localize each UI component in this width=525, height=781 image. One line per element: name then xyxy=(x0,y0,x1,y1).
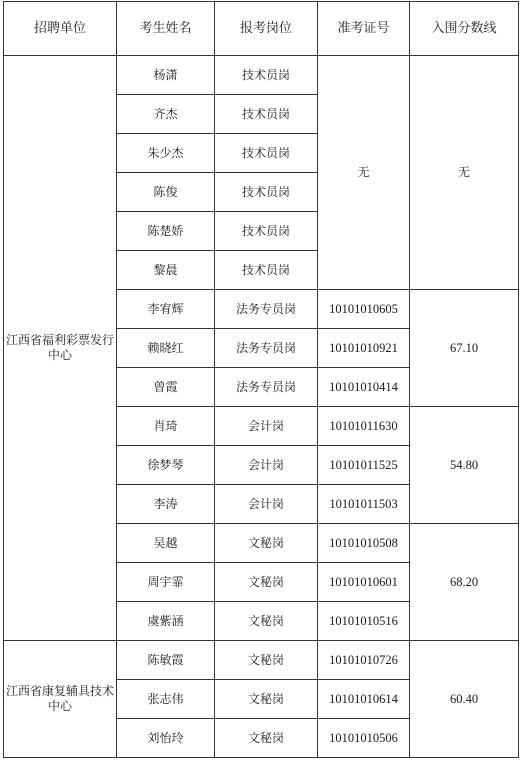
score-cell: 68.20 xyxy=(410,524,519,641)
header-score: 入围分数线 xyxy=(410,2,519,56)
ticket-cell: 10101011630 xyxy=(318,407,410,446)
unit-cell: 江西省康复辅具技术中心 xyxy=(4,641,117,758)
ticket-cell: 10101010605 xyxy=(318,290,410,329)
name-cell: 徐梦琴 xyxy=(117,446,215,485)
name-cell: 赖晓红 xyxy=(117,329,215,368)
name-cell: 刘怡玲 xyxy=(117,719,215,758)
ticket-cell: 10101010506 xyxy=(318,719,410,758)
name-cell: 朱少杰 xyxy=(117,134,215,173)
post-cell: 法务专员岗 xyxy=(215,329,318,368)
score-cell: 54.80 xyxy=(410,407,519,524)
header-row xyxy=(4,2,519,56)
post-cell: 会计岗 xyxy=(215,407,318,446)
candidate-table xyxy=(3,1,519,758)
ticket-cell: 10101010508 xyxy=(318,524,410,563)
name-cell: 陈俊 xyxy=(117,173,215,212)
header-name: 考生姓名 xyxy=(117,2,215,56)
ticket-cell: 10101010921 xyxy=(318,329,410,368)
post-cell: 法务专员岗 xyxy=(215,290,318,329)
post-cell: 法务专员岗 xyxy=(215,368,318,407)
post-cell: 技术员岗 xyxy=(215,251,318,290)
name-cell: 曾霞 xyxy=(117,368,215,407)
ticket-cell: 10101010614 xyxy=(318,680,410,719)
name-cell: 周宇霏 xyxy=(117,563,215,602)
name-cell: 黎晨 xyxy=(117,251,215,290)
name-cell: 虞紫涵 xyxy=(117,602,215,641)
header-post: 报考岗位 xyxy=(215,2,318,56)
post-cell: 文秘岗 xyxy=(215,680,318,719)
name-cell: 陈楚娇 xyxy=(117,212,215,251)
score-cell: 67.10 xyxy=(410,290,519,407)
name-cell: 杨潇 xyxy=(117,56,215,95)
post-cell: 技术员岗 xyxy=(215,212,318,251)
post-cell: 文秘岗 xyxy=(215,602,318,641)
name-cell: 李涛 xyxy=(117,485,215,524)
name-cell: 李宥辉 xyxy=(117,290,215,329)
post-cell: 文秘岗 xyxy=(215,641,318,680)
ticket-cell: 无 xyxy=(318,56,410,290)
unit-cell: 江西省福利彩票发行中心 xyxy=(4,56,117,641)
name-cell: 陈敏霞 xyxy=(117,641,215,680)
post-cell: 文秘岗 xyxy=(215,563,318,602)
ticket-cell: 10101010516 xyxy=(318,602,410,641)
table-row xyxy=(4,641,519,680)
post-cell: 会计岗 xyxy=(215,446,318,485)
ticket-cell: 10101011525 xyxy=(318,446,410,485)
post-cell: 会计岗 xyxy=(215,485,318,524)
post-cell: 技术员岗 xyxy=(215,173,318,212)
post-cell: 技术员岗 xyxy=(215,95,318,134)
post-cell: 文秘岗 xyxy=(215,524,318,563)
ticket-cell: 10101010414 xyxy=(318,368,410,407)
ticket-cell: 10101011503 xyxy=(318,485,410,524)
name-cell: 肖琦 xyxy=(117,407,215,446)
ticket-cell: 10101010601 xyxy=(318,563,410,602)
name-cell: 齐杰 xyxy=(117,95,215,134)
score-cell: 无 xyxy=(410,56,519,290)
ticket-cell: 10101010726 xyxy=(318,641,410,680)
post-cell: 文秘岗 xyxy=(215,719,318,758)
name-cell: 吴越 xyxy=(117,524,215,563)
score-cell: 60.40 xyxy=(410,641,519,758)
post-cell: 技术员岗 xyxy=(215,134,318,173)
header-unit: 招聘单位 xyxy=(4,2,117,56)
post-cell: 技术员岗 xyxy=(215,56,318,95)
name-cell: 张志伟 xyxy=(117,680,215,719)
table-row xyxy=(4,56,519,95)
header-ticket: 准考证号 xyxy=(318,2,410,56)
